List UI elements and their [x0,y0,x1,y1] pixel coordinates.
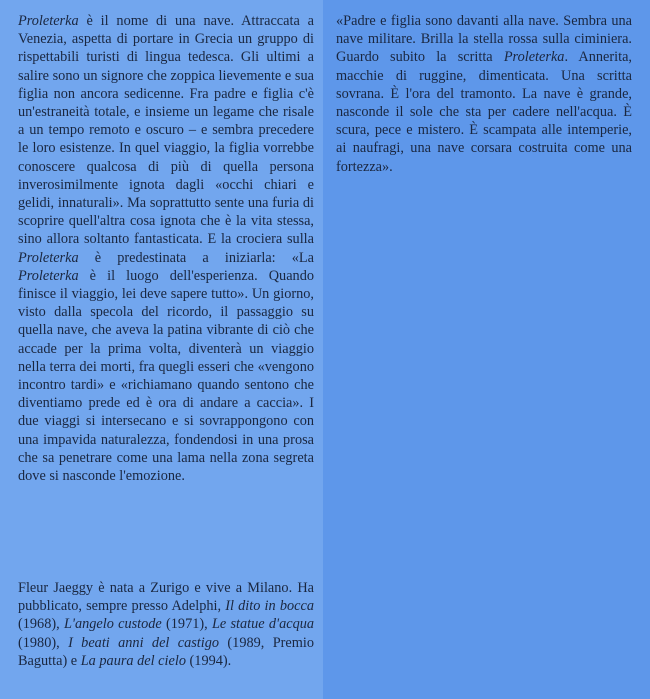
book-title-italic: Proleterka [18,267,79,284]
work-title: L'angelo custode [63,616,162,633]
quote-paragraph: «Padre e figlia sono davanti alla nave. Sembra una nave militare. Brilla la stella rossa sulla ciminiera. Guardo subito la scritta Proleterka. Annerita, macchie di ruggine, dimenticata. Una scritta sovrana. È l'ora del tramonto. La nave è grande, nasconde il sole che sta per cadere nell'acqua. È scura, pece e mistero. È scampata alle intemperie, ai naufragi, una nave corsara costruita come una fortezza». [336,13,632,175]
book-title-italic: Proleterka [18,249,79,266]
book-title-italic: Proleterka [503,49,565,66]
author-bio-paragraph: Fleur Jaeggy è nata a Zurigo e vive a Milano. Ha pubblicato, sempre presso Adelphi, Il dito in bocca (1968), L'angelo custode (1971), Le statue d'acqua (1980), I beati anni del castigo (1989, Premio Bagutta) e La paura del cielo (1994). [18,580,315,669]
work-title: Le statue d'acqua [211,616,315,633]
author-bio [18,579,314,670]
synopsis-column [18,12,314,485]
book-title-italic: Proleterka [18,13,79,29]
quote-column [336,12,632,176]
work-title: Il dito in bocca [225,598,314,615]
work-title: I beati anni del castigo [68,634,220,651]
synopsis-paragraph: Proleterka è il nome di una nave. Attraccata a Venezia, aspetta di portare in Grecia un gruppo di rispettabili turisti di lingua tedesca. Gli ultimi a salire sono un signore che zoppica lievemente e sua figlia non ancora sedicenne. Fra padre e figlia c'è un'estraneità totale, e insieme un legame che risale a un tempo remoto e oscuro – e sembra precedere le loro esistenze. In quel viaggio, la figlia vorrebbe conoscere qualcosa di più di quella persona inverosimilmente ignota dagli «occhi chiari e gelidi, innaturali». Ma soprattutto sente una furia di scoprire quell'altra cosa ignota che è la vita stessa, sino allora soltanto fantasticata. E la crociera sulla Proleterka è predestinata a iniziarla: «La Proleterka è il luogo dell'esperienza. Quando finisce il viaggio, lei deve sapere tutto». Un giorno, visto dalla specola del ricordo, il passaggio su quella nave, che aveva la patina vibrante di ciò che accade per la prima volta, diventerà un viaggio nella terra dei morti, fra quegli esseri che «vengono incontro tardi» e «richiamano quando sentono che diventiamo prede ed è ora di andare a caccia». I due viaggi si intersecano e si sovrappongono con una impavida naturalezza, fondendosi in una prosa che sa penetrare come una lama nella zona segreta dove si nasconde l'emozione. [18,13,314,485]
work-title: La paura del cielo [80,652,186,669]
